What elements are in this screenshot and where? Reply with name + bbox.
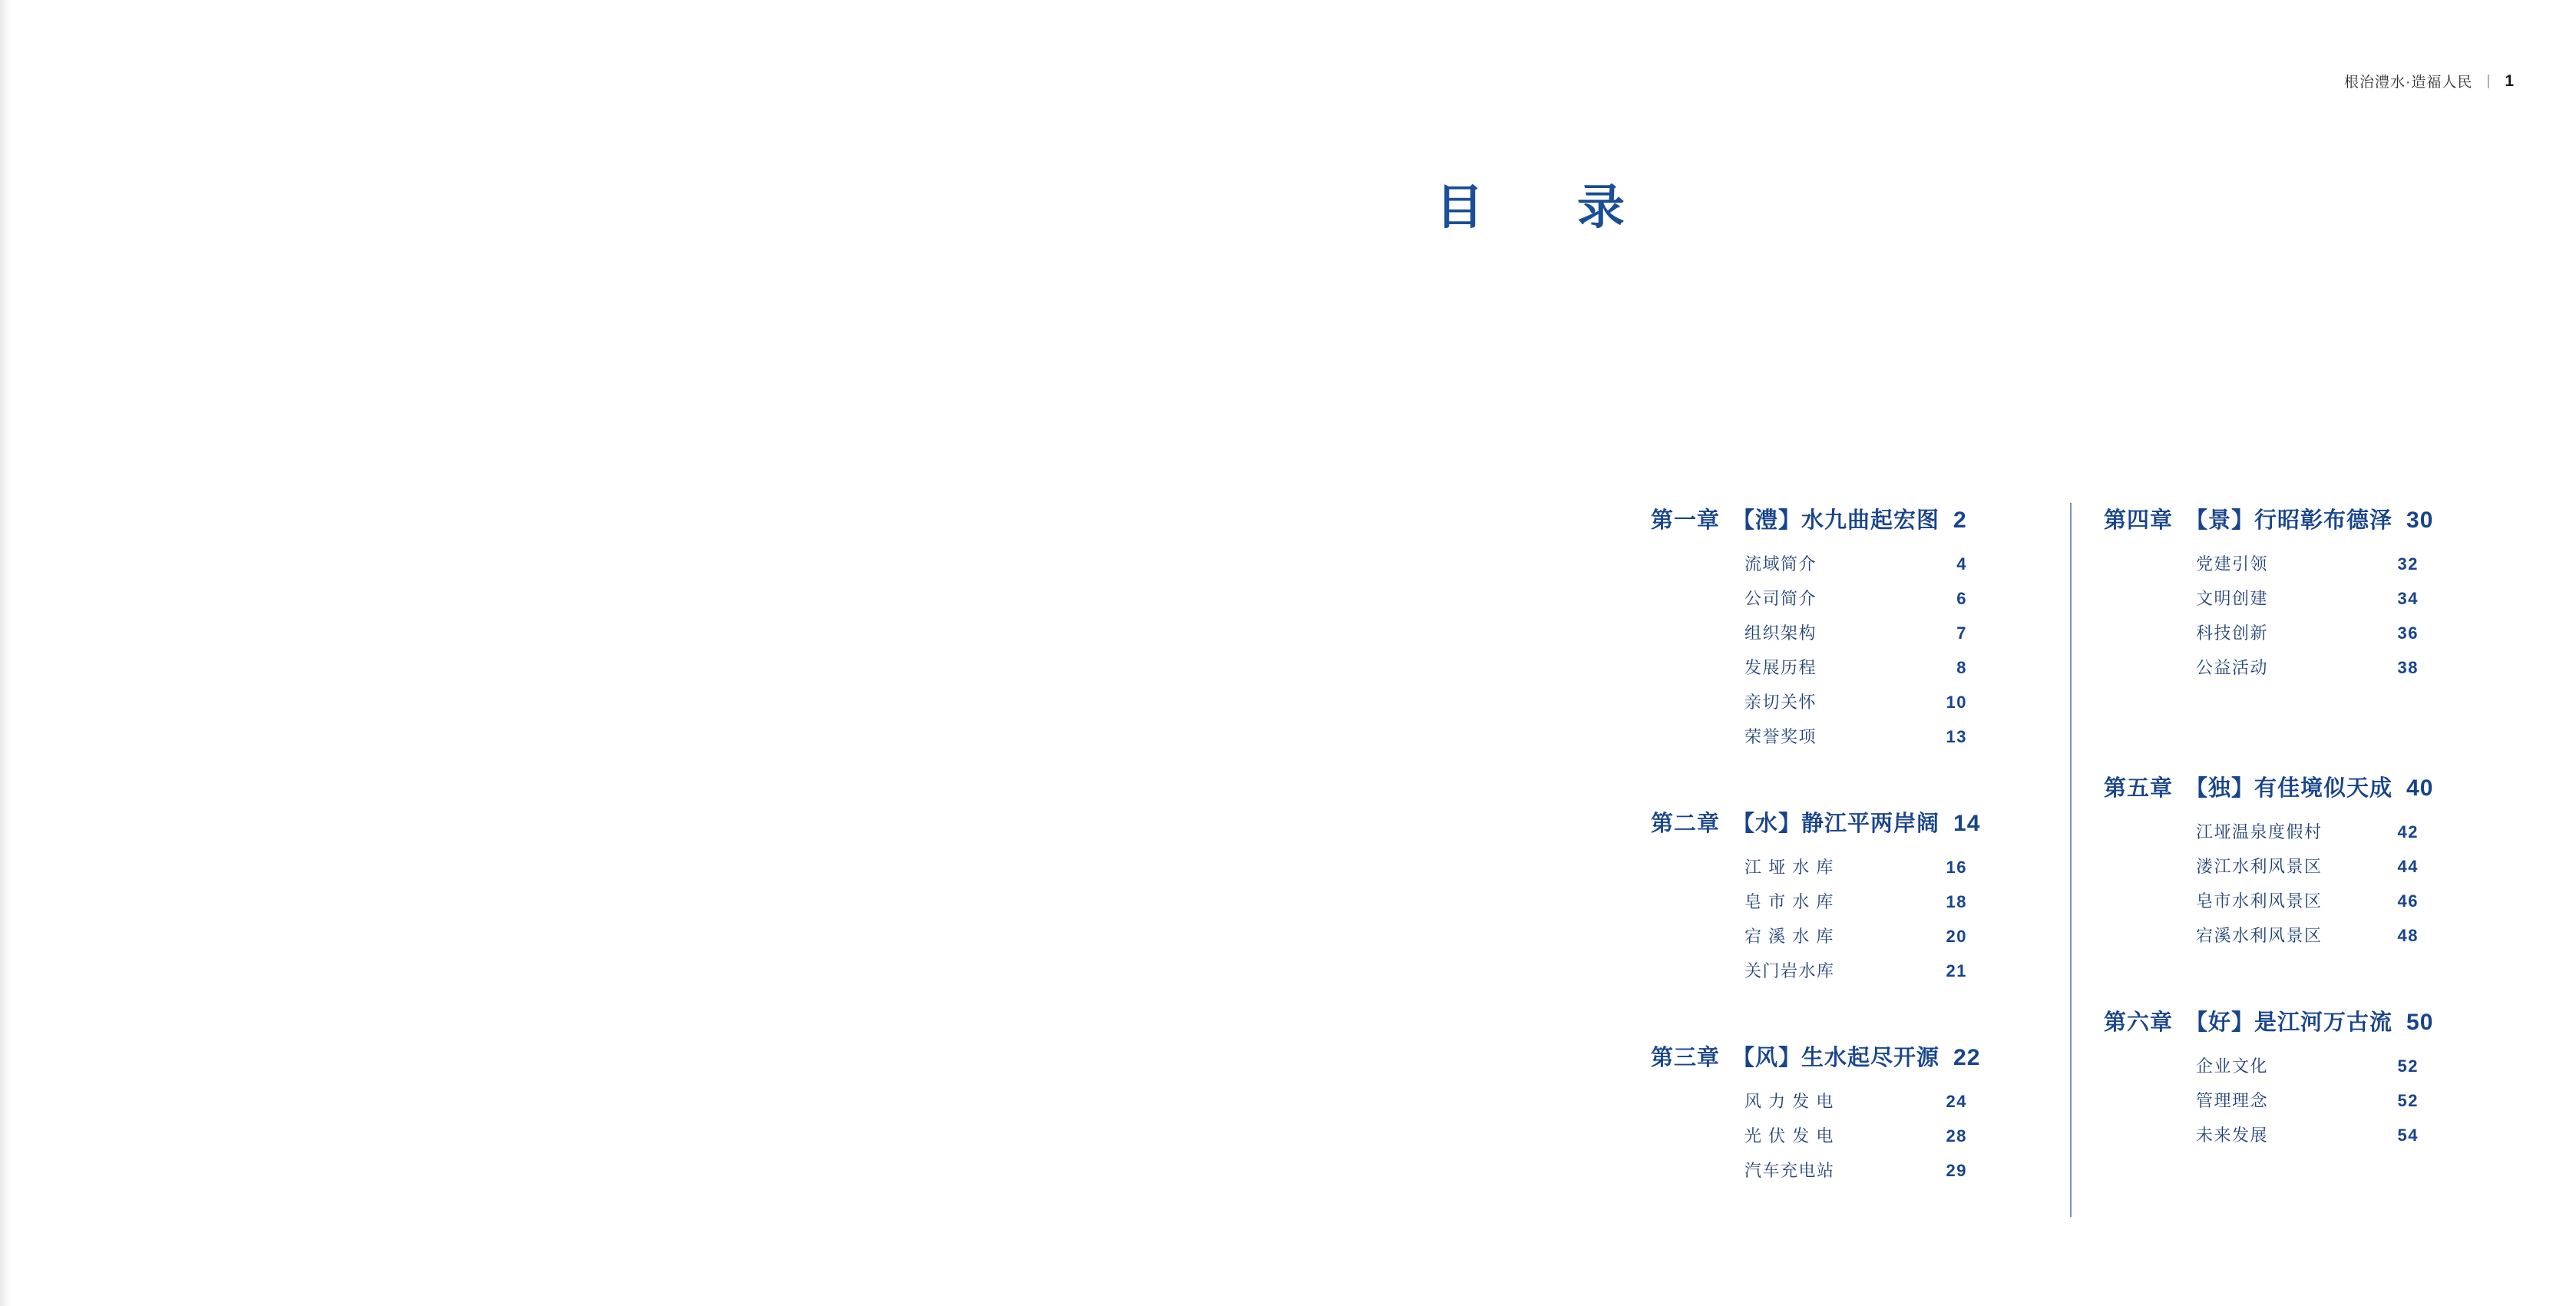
entry-page: 54 — [2397, 1126, 2419, 1145]
chapter-number: 第一章 — [1651, 508, 1721, 533]
entry-page: 10 — [1946, 693, 1967, 712]
entry-label: 皂市水利风景区 — [2196, 891, 2323, 911]
list-item[interactable] — [2196, 551, 2511, 586]
list-item[interactable] — [1744, 655, 2058, 689]
entry-label: 江垭温泉度假村 — [2196, 822, 2323, 841]
chapter-name: 【水】静江平两岸阔 — [1732, 812, 1940, 836]
entry-page: 21 — [1946, 961, 1967, 980]
chapter-name: 【独】有佳境似天成 — [2185, 776, 2393, 801]
toc-chapter — [1651, 806, 2058, 993]
chapter-entries — [2104, 819, 2511, 957]
list-item[interactable] — [1744, 724, 2058, 759]
chapter-number: 第四章 — [2104, 508, 2174, 533]
entry-label: 江 垭 水 库 — [1744, 858, 1834, 877]
chapter-heading[interactable] — [1651, 1040, 2058, 1072]
entry-label: 公司简介 — [1744, 589, 1817, 608]
list-item[interactable] — [2196, 620, 2511, 655]
entry-label: 皂 市 水 库 — [1744, 892, 1834, 911]
entry-page: 48 — [2397, 926, 2419, 945]
list-item[interactable] — [1744, 958, 2058, 993]
entry-page: 13 — [1946, 727, 1967, 746]
list-item[interactable] — [2196, 854, 2511, 888]
chapter-entries — [1651, 855, 2058, 993]
toc-column-right — [2058, 503, 2511, 1200]
list-item[interactable] — [2196, 1088, 2511, 1122]
chapter-name: 【风】生水起尽开源 — [1732, 1046, 1940, 1070]
header-separator: | — [2486, 72, 2492, 89]
chapter-heading[interactable] — [2104, 1005, 2511, 1037]
entry-label: 公益活动 — [2196, 658, 2269, 677]
chapter-page: 14 — [1953, 811, 1981, 836]
running-header — [2344, 71, 2515, 91]
entry-label: 组织架构 — [1744, 623, 1817, 643]
chapter-page: 40 — [2406, 775, 2434, 801]
list-item[interactable] — [2196, 819, 2511, 854]
toc-chapter — [2104, 503, 2511, 689]
entry-page: 7 — [1956, 623, 1967, 643]
chapter-entries — [2104, 551, 2511, 689]
list-item[interactable] — [1744, 551, 2058, 586]
list-item[interactable] — [1744, 620, 2058, 655]
list-item[interactable] — [1744, 1158, 2058, 1192]
toc-chapter — [2104, 771, 2511, 957]
running-title: 根治澧水·造福人民 — [2344, 74, 2473, 91]
entry-page: 32 — [2397, 554, 2419, 574]
entry-label: 风 力 发 电 — [1744, 1092, 1834, 1111]
entry-page: 4 — [1956, 554, 1967, 574]
chapter-number: 第六章 — [2104, 1010, 2174, 1035]
entry-page: 28 — [1946, 1126, 1967, 1146]
list-item[interactable] — [2196, 923, 2511, 957]
list-item[interactable] — [1744, 586, 2058, 620]
chapter-heading[interactable] — [1651, 806, 2058, 838]
entry-label: 文明创建 — [2196, 589, 2269, 608]
entry-label: 管理理念 — [2196, 1091, 2269, 1110]
entry-label: 亲切关怀 — [1744, 693, 1817, 712]
entry-label: 流域简介 — [1744, 554, 1817, 574]
entry-label: 关门岩水库 — [1744, 961, 1835, 980]
chapter-page: 50 — [2406, 1010, 2434, 1035]
entry-label: 科技创新 — [2196, 623, 2269, 643]
entry-page: 16 — [1946, 858, 1967, 877]
list-item[interactable] — [1744, 1089, 2058, 1123]
toc-column-left — [1651, 503, 2058, 1200]
entry-label: 发展历程 — [1744, 658, 1817, 677]
list-item[interactable] — [2196, 1053, 2511, 1088]
entry-page: 8 — [1956, 658, 1967, 677]
entry-label: 未来发展 — [2196, 1126, 2269, 1145]
page-title: 目 录 — [1436, 181, 1648, 234]
entry-label: 宕 溪 水 库 — [1744, 927, 1834, 946]
chapter-page: 2 — [1953, 508, 1967, 533]
list-item[interactable] — [2196, 888, 2511, 923]
entry-label: 党建引领 — [2196, 554, 2269, 574]
entry-page: 52 — [2397, 1091, 2419, 1110]
toc-chapter — [1651, 503, 2058, 759]
chapter-number: 第三章 — [1651, 1046, 1721, 1070]
chapter-heading[interactable] — [1651, 503, 2058, 534]
chapter-number: 第五章 — [2104, 776, 2174, 801]
list-item[interactable] — [1744, 889, 2058, 924]
list-item[interactable] — [1744, 1123, 2058, 1158]
entry-label: 企业文化 — [2196, 1056, 2269, 1076]
chapter-number: 第二章 — [1651, 812, 1721, 836]
list-item[interactable] — [2196, 586, 2511, 620]
chapter-name: 【景】行昭彰布德泽 — [2185, 508, 2393, 533]
chapter-page: 30 — [2406, 508, 2434, 533]
entry-label: 宕溪水利风景区 — [2196, 926, 2323, 945]
entry-label: 光 伏 发 电 — [1744, 1126, 1834, 1146]
page-number: 1 — [2505, 71, 2515, 90]
entry-page: 46 — [2397, 891, 2419, 911]
entry-page: 6 — [1956, 589, 1967, 608]
page-fold-shadow — [0, 0, 11, 1306]
chapter-entries — [1651, 1089, 2058, 1192]
entry-label: 荣誉奖项 — [1744, 727, 1817, 746]
entry-page: 52 — [2397, 1056, 2419, 1076]
list-item[interactable] — [1744, 855, 2058, 889]
chapter-entries — [2104, 1053, 2511, 1157]
entry-label: 溇江水利风景区 — [2196, 857, 2323, 876]
entry-page: 38 — [2397, 658, 2419, 677]
toc-columns — [1651, 503, 2511, 1200]
list-item[interactable] — [2196, 655, 2511, 689]
entry-page: 18 — [1946, 892, 1967, 911]
chapter-page: 22 — [1953, 1045, 1981, 1070]
entry-page: 42 — [2397, 822, 2419, 841]
list-item[interactable] — [1744, 924, 2058, 958]
chapter-entries — [1651, 551, 2058, 759]
chapter-heading[interactable] — [2104, 503, 2511, 534]
entry-page: 36 — [2397, 623, 2419, 643]
chapter-name: 【好】是江河万古流 — [2185, 1010, 2393, 1035]
entry-label: 汽车充电站 — [1744, 1161, 1835, 1180]
entry-page: 29 — [1946, 1161, 1967, 1180]
chapter-name: 【澧】水九曲起宏图 — [1732, 508, 1940, 533]
list-item[interactable] — [1744, 689, 2058, 724]
toc-chapter — [1651, 1040, 2058, 1192]
list-item[interactable] — [2196, 1122, 2511, 1157]
entry-page: 44 — [2397, 857, 2419, 876]
chapter-heading[interactable] — [2104, 771, 2511, 802]
entry-page: 34 — [2397, 589, 2419, 608]
entry-page: 20 — [1946, 927, 1967, 946]
toc-chapter — [2104, 1005, 2511, 1157]
entry-page: 24 — [1946, 1092, 1967, 1111]
